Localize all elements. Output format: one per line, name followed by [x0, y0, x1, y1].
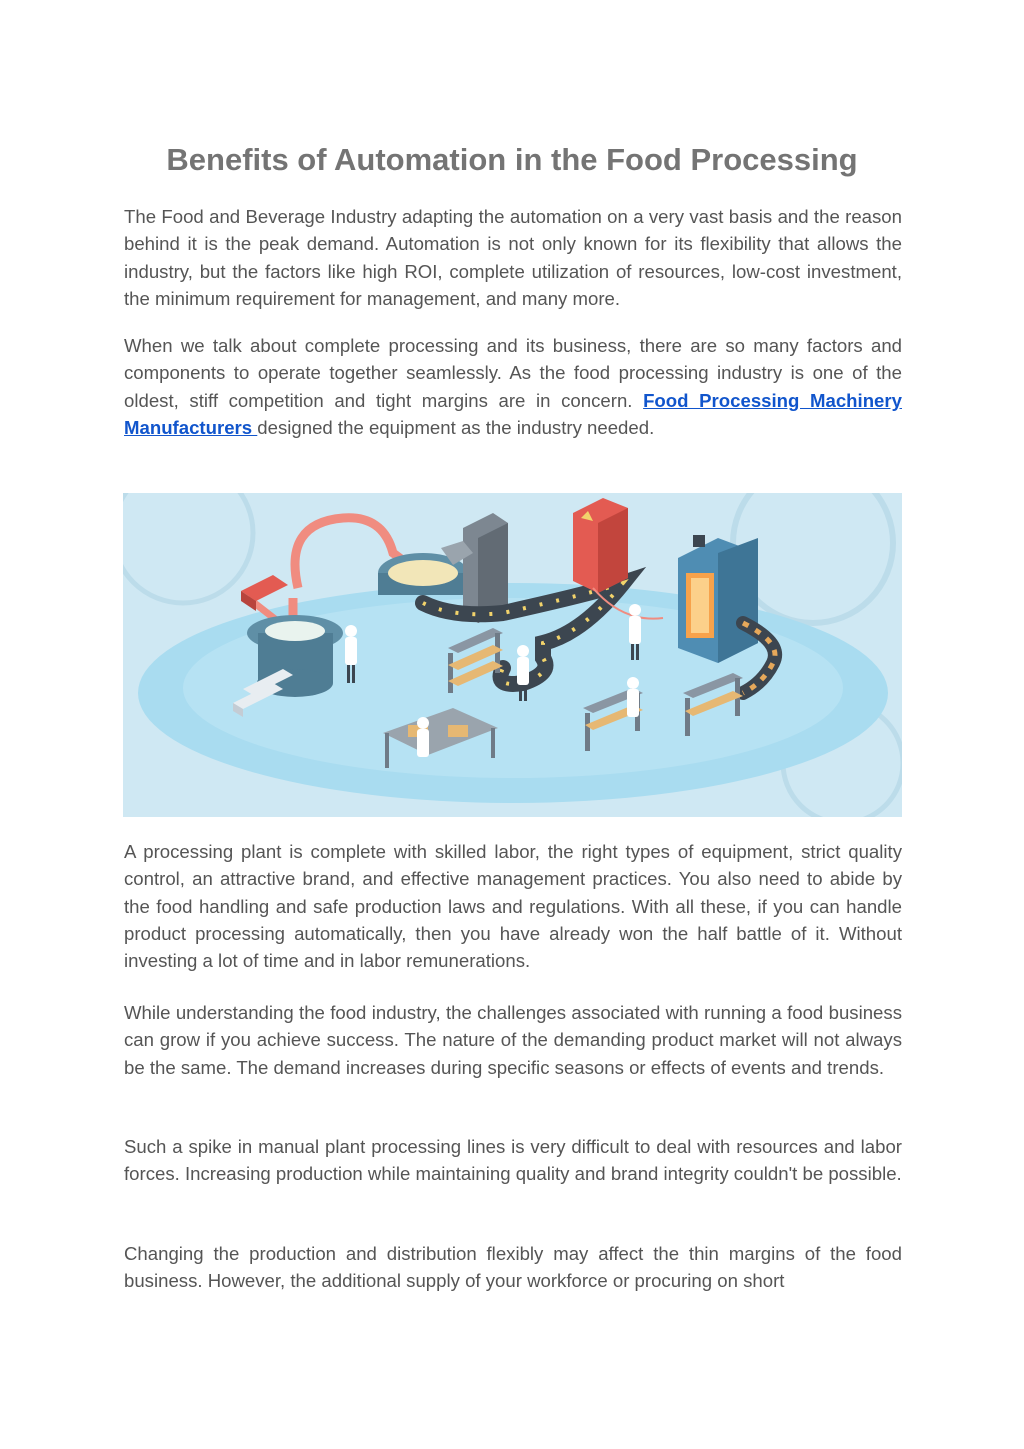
- oven: [678, 535, 758, 663]
- worker: [627, 677, 639, 717]
- paragraph-processing-text-end: designed the equipment as the industry needed.: [257, 416, 655, 438]
- factory-illustration: [123, 493, 902, 817]
- paragraph-processing-plant: A processing plant is complete with skilled labor, the right types of equipment, strict quality control, an attractive brand, and effective management practices. You also need to abide by the food handling and safe production laws and regulations. With all these, if you can handle product processing automatically, then you have already won the half battle of it. Without investing a lot of time and in labor remunerations.: [124, 841, 902, 972]
- food-processing-machinery-link[interactable]: Food Processing Machinery Manufacturers: [124, 389, 902, 438]
- factory-illustration-svg: [123, 493, 902, 817]
- paragraph-production-distribution: Changing the production and distribution flexibly may affect the thin margins of the food business. However, the additional supply of your workforce or procuring on short: [124, 1243, 902, 1292]
- worker: [417, 717, 429, 757]
- paragraph-processing-text: When we talk about complete processing and its business, there are so many factors and components to operate together seamlessly. As the food processing industry is one of the oldest, stiff competition and tight margins are in concern.: [124, 335, 902, 411]
- electrical-cabinet: [573, 498, 628, 593]
- page-title: Benefits of Automation in the Food Processing: [166, 142, 858, 177]
- paragraph-manual-lines: Such a spike in manual plant processing lines is very difficult to deal with resources and labor forces. Increasing production while maintaining quality and brand integrity couldn't be possible.: [124, 1136, 902, 1185]
- paragraph-intro: The Food and Beverage Industry adapting the automation on a very vast basis and the reason behind it is the peak demand. Automation is not only known for its flexibility that allows the industry, but the factors like high ROI, complete utilization of resources, low-cost investment, the minimum requirement for management, and many more.: [124, 206, 902, 309]
- paragraph-processing: [124, 332, 902, 441]
- paragraph-food-industry: While understanding the food industry, the challenges associated with running a food business can grow if you achieve success. The nature of the demanding product market will not always be the same. The demand increases during specific seasons or effects of events and trends.: [124, 1002, 902, 1078]
